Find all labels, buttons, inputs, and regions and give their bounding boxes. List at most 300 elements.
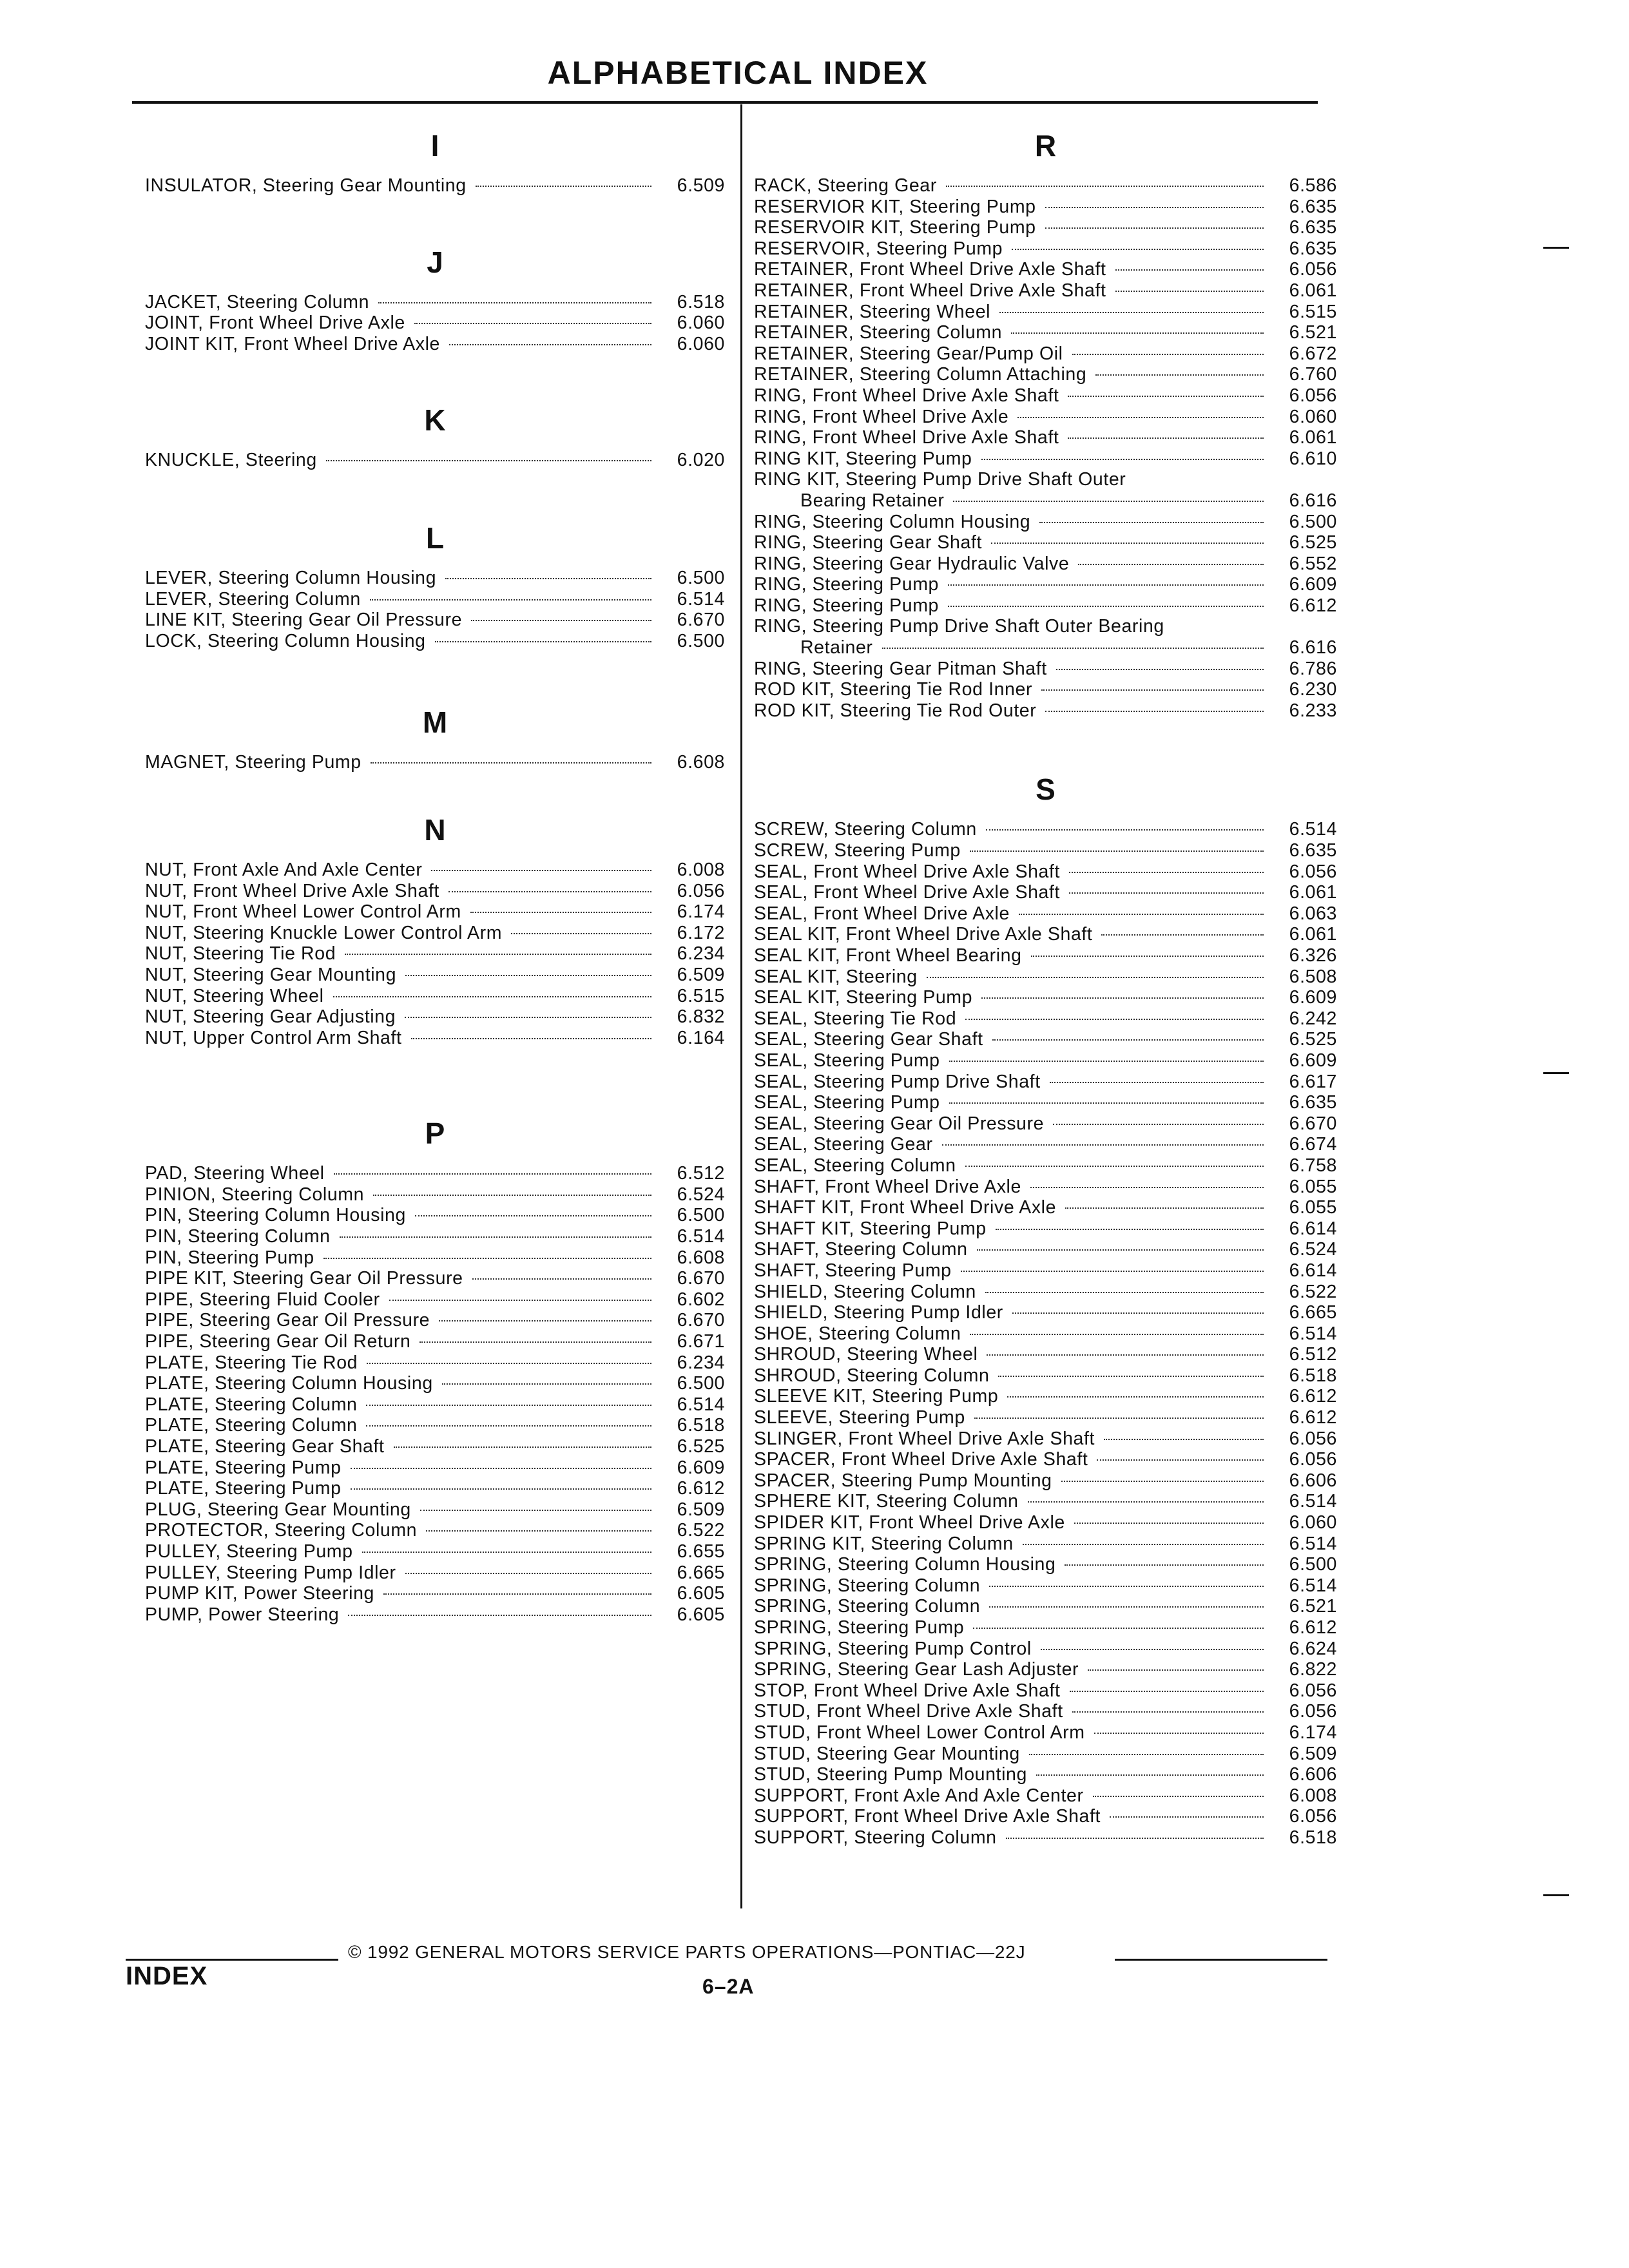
index-entry	[754, 1639, 1337, 1660]
dot-leader	[1070, 1691, 1264, 1692]
entry-label: SPIDER KIT, Front Wheel Drive Axle	[754, 1512, 1065, 1533]
dot-leader	[970, 850, 1264, 852]
dot-leader	[378, 302, 651, 303]
index-entry	[145, 986, 725, 1007]
dot-leader	[999, 312, 1264, 313]
entry-label: SEAL, Front Wheel Drive Axle Shaft	[754, 882, 1061, 903]
entry-page-ref: 6.609	[1289, 987, 1337, 1008]
entry-label: SLINGER, Front Wheel Drive Axle Shaft	[754, 1428, 1095, 1449]
index-entry	[145, 334, 725, 355]
dot-leader	[419, 1341, 651, 1343]
index-entry	[754, 966, 1337, 988]
dot-leader	[1028, 1501, 1264, 1503]
entry-page-ref: 6.602	[677, 1289, 725, 1310]
entry-page-ref: 6.606	[1289, 1764, 1337, 1785]
entry-page-ref: 6.525	[677, 1436, 725, 1457]
entry-label: SLEEVE, Steering Pump	[754, 1407, 965, 1428]
entry-label: RING, Steering Gear Shaft	[754, 532, 982, 553]
entry-label: PIPE, Steering Gear Oil Pressure	[145, 1310, 430, 1331]
entry-page-ref: 6.509	[1289, 1743, 1337, 1764]
entry-page-ref: 6.670	[677, 1268, 725, 1289]
dot-leader	[351, 1468, 651, 1469]
entry-page-ref: 6.056	[1289, 1680, 1337, 1701]
index-entry	[754, 175, 1337, 197]
entry-label: NUT, Steering Knuckle Lower Control Arm	[145, 922, 503, 943]
entry-page-ref: 6.518	[677, 1415, 725, 1436]
index-entry	[145, 1541, 725, 1562]
entry-page-ref: 6.612	[1289, 1386, 1337, 1407]
index-entry	[145, 175, 725, 197]
entry-label: SPRING, Steering Column	[754, 1596, 981, 1617]
index-entry	[754, 1428, 1337, 1450]
index-entry	[145, 568, 725, 589]
index-entry	[754, 1177, 1337, 1198]
entry-label: RACK, Steering Gear	[754, 175, 937, 196]
page-title: ALPHABETICAL INDEX	[547, 55, 929, 91]
entry-label: SEAL, Steering Gear	[754, 1134, 933, 1155]
entry-label: PLATE, Steering Gear Shaft	[145, 1436, 385, 1457]
index-entry	[754, 1722, 1337, 1744]
index-entry	[145, 923, 725, 944]
entry-page-ref: 6.515	[677, 985, 725, 1006]
index-entry	[754, 1113, 1337, 1135]
entry-label: SLEEVE KIT, Steering Pump	[754, 1386, 999, 1407]
index-entry	[754, 1134, 1337, 1155]
dot-leader	[366, 1405, 651, 1406]
entry-label: PAD, Steering Wheel	[145, 1163, 325, 1184]
entry-page-ref: 6.508	[1289, 966, 1337, 987]
index-entry	[754, 616, 1337, 637]
index-entry	[754, 1470, 1337, 1492]
dot-leader	[965, 1019, 1264, 1020]
entry-label: RING KIT, Steering Pump	[754, 448, 972, 469]
entry-label: STUD, Front Wheel Drive Axle Shaft	[754, 1701, 1063, 1722]
entry-label: MAGNET, Steering Pump	[145, 752, 361, 773]
entry-page-ref: 6.056	[1289, 385, 1337, 406]
dot-leader	[981, 459, 1264, 460]
dot-leader	[1094, 1733, 1264, 1734]
index-entry	[145, 450, 725, 471]
footer-section-label: INDEX	[126, 1962, 208, 1990]
dot-leader	[394, 1446, 651, 1448]
entry-label: PULLEY, Steering Pump	[145, 1541, 353, 1562]
entry-page-ref: 6.512	[677, 1163, 725, 1184]
entry-label: STUD, Front Wheel Lower Control Arm	[754, 1722, 1085, 1743]
index-entry	[754, 1155, 1337, 1177]
entry-label: SEAL KIT, Steering	[754, 966, 918, 987]
dot-leader	[445, 578, 651, 579]
entry-label: SEAL, Steering Pump	[754, 1050, 940, 1071]
dot-leader	[405, 1573, 651, 1574]
dot-leader	[435, 641, 651, 642]
index-entry	[754, 1197, 1337, 1218]
index-entry	[754, 1092, 1337, 1113]
footer-rule-right	[1115, 1959, 1327, 1961]
entry-page-ref: 6.635	[1289, 1092, 1337, 1113]
dot-leader	[333, 996, 651, 997]
entry-label: SHAFT, Front Wheel Drive Axle	[754, 1176, 1021, 1197]
dot-leader	[1050, 1082, 1264, 1083]
entry-page-ref: 6.518	[1289, 1827, 1337, 1848]
index-entry	[145, 292, 725, 313]
entry-page-ref: 6.522	[1289, 1281, 1337, 1302]
index-entry	[145, 631, 725, 652]
entry-label: SEAL, Steering Pump Drive Shaft	[754, 1071, 1041, 1092]
section-letter: S	[1036, 773, 1055, 807]
index-entry	[754, 217, 1337, 238]
entry-page-ref: 6.230	[1289, 679, 1337, 700]
index-entry	[754, 1680, 1337, 1702]
index-entry	[754, 861, 1337, 883]
entry-page-ref: 6.061	[1289, 924, 1337, 945]
entry-page-ref: 6.514	[1289, 1533, 1337, 1554]
index-section	[145, 800, 725, 1048]
entry-label: PIN, Steering Pump	[145, 1247, 314, 1268]
entry-page-ref: 6.500	[1289, 1554, 1337, 1575]
entry-label: RETAINER, Steering Column	[754, 322, 1003, 343]
entry-page-ref: 6.614	[1289, 1218, 1337, 1239]
dot-leader	[1093, 1796, 1264, 1797]
dot-leader	[1065, 1207, 1264, 1209]
entry-page-ref: 6.514	[1289, 1323, 1337, 1344]
entry-label: SPRING, Steering Gear Lash Adjuster	[754, 1659, 1079, 1680]
dot-leader	[1053, 1124, 1264, 1125]
entry-page-ref: 6.665	[677, 1562, 725, 1583]
entry-label: SPHERE KIT, Steering Column	[754, 1491, 1019, 1512]
entry-label: SPRING, Steering Pump	[754, 1617, 965, 1638]
entry-label: SHROUD, Steering Column	[754, 1365, 990, 1386]
index-section	[145, 116, 725, 197]
entry-page-ref: 6.055	[1289, 1176, 1337, 1197]
entry-label: SPRING, Steering Column Housing	[754, 1554, 1056, 1575]
entry-label: NUT, Steering Gear Adjusting	[145, 1006, 396, 1028]
dot-leader	[366, 1425, 651, 1427]
dot-leader	[362, 1552, 651, 1553]
entry-label: PINION, Steering Column	[145, 1184, 365, 1205]
dot-leader	[882, 648, 1264, 649]
entry-label: SCREW, Steering Pump	[754, 840, 961, 861]
index-entry	[754, 1701, 1337, 1722]
entry-page-ref: 6.060	[677, 333, 725, 354]
entry-label: PLATE, Steering Column	[145, 1415, 358, 1436]
dot-leader	[414, 323, 651, 324]
entry-label: RETAINER, Steering Wheel	[754, 301, 991, 322]
index-entry	[754, 1239, 1337, 1260]
entry-page-ref: 6.056	[1289, 259, 1337, 280]
dot-leader	[470, 912, 651, 913]
entry-label: SHAFT KIT, Steering Pump	[754, 1218, 987, 1239]
entry-label: SUPPORT, Front Wheel Drive Axle Shaft	[754, 1806, 1101, 1827]
index-entry	[754, 302, 1337, 323]
index-entry	[754, 1386, 1337, 1407]
entry-page-ref: 6.552	[1289, 553, 1337, 574]
dot-leader	[1017, 417, 1264, 418]
entry-label: RING, Steering Pump	[754, 595, 940, 616]
entry-page-ref: 6.524	[677, 1184, 725, 1205]
entry-label: RING KIT, Steering Pump Drive Shaft Outer	[754, 469, 1126, 490]
entry-label: JOINT KIT, Front Wheel Drive Axle	[145, 333, 440, 354]
entry-page-ref: 6.056	[1289, 861, 1337, 882]
index-entry	[754, 553, 1337, 575]
entry-label: RING, Steering Column Housing	[754, 511, 1031, 532]
entry-label: SPRING, Steering Pump Control	[754, 1638, 1032, 1659]
index-entry	[754, 1008, 1337, 1030]
entry-page-ref: 6.020	[677, 450, 725, 471]
entry-page-ref: 6.060	[677, 312, 725, 334]
entry-label: SEAL, Steering Column	[754, 1155, 956, 1176]
entry-label: NUT, Steering Tie Rod	[145, 943, 336, 965]
entry-page-ref: 6.512	[1289, 1344, 1337, 1365]
dot-leader	[927, 977, 1264, 978]
entry-page-ref: 6.758	[1289, 1155, 1337, 1176]
index-section	[145, 693, 725, 773]
index-section	[145, 508, 725, 651]
entry-label: LINE KIT, Steering Gear Oil Pressure	[145, 610, 463, 631]
entry-page-ref: 6.061	[1289, 882, 1337, 903]
index-entry	[754, 259, 1337, 280]
dot-leader	[1045, 711, 1264, 712]
dot-leader	[1078, 564, 1264, 565]
index-entry	[754, 1260, 1337, 1282]
dot-leader	[1011, 332, 1264, 334]
entry-label: NUT, Steering Gear Mounting	[145, 964, 397, 985]
entry-label: JACKET, Steering Column	[145, 291, 370, 312]
entry-label: PIN, Steering Column Housing	[145, 1205, 406, 1226]
entry-page-ref: 6.614	[1289, 1260, 1337, 1281]
entry-page-ref: 6.832	[677, 1006, 725, 1028]
index-entry	[145, 943, 725, 965]
index-entry	[754, 1491, 1337, 1512]
entry-label: SHOE, Steering Column	[754, 1323, 961, 1344]
entry-label: SEAL KIT, Front Wheel Drive Axle Shaft	[754, 924, 1093, 945]
dot-leader	[472, 1278, 651, 1280]
index-entry	[145, 312, 725, 334]
section-letter: K	[424, 403, 446, 437]
entry-page-ref: 6.665	[1289, 1302, 1337, 1323]
dot-leader	[340, 1236, 651, 1238]
index-entry	[754, 1302, 1337, 1323]
index-entry	[754, 238, 1337, 260]
entry-page-ref: 6.008	[677, 859, 725, 880]
index-entry	[754, 448, 1337, 470]
entry-label: LEVER, Steering Column	[145, 588, 361, 610]
dot-leader	[448, 891, 651, 892]
dot-leader	[946, 186, 1264, 187]
entry-label: RESERVIOR KIT, Steering Pump	[754, 196, 1036, 217]
index-section	[145, 233, 725, 355]
index-entry	[145, 1436, 725, 1457]
entry-label: RETAINER, Front Wheel Drive Axle Shaft	[754, 259, 1106, 280]
entry-page-ref: 6.674	[1289, 1134, 1337, 1155]
entry-page-ref: 6.670	[677, 1310, 725, 1331]
index-entry	[754, 1596, 1337, 1617]
dot-leader	[949, 1102, 1264, 1104]
entry-page-ref: 6.234	[677, 943, 725, 965]
entry-page-ref: 6.061	[1289, 280, 1337, 301]
entry-page-ref: 6.242	[1289, 1008, 1337, 1029]
entry-page-ref: 6.514	[1289, 819, 1337, 840]
dot-leader	[1065, 1564, 1264, 1566]
entry-page-ref: 6.500	[677, 630, 725, 651]
dot-leader	[415, 1215, 651, 1216]
dot-leader	[1036, 1774, 1264, 1776]
index-entry	[145, 1205, 725, 1226]
entry-label: PLATE, Steering Pump	[145, 1457, 342, 1478]
dot-leader	[370, 599, 651, 601]
entry-label: SEAL, Steering Pump	[754, 1092, 940, 1113]
entry-page-ref: 6.586	[1289, 175, 1337, 196]
entry-label: NUT, Upper Control Arm Shaft	[145, 1027, 402, 1048]
entry-page-ref: 6.509	[677, 964, 725, 985]
entry-page-ref: 6.612	[1289, 1617, 1337, 1638]
entry-label: PUMP, Power Steering	[145, 1604, 340, 1625]
entry-page-ref: 6.672	[1289, 343, 1337, 364]
entry-page-ref: 6.509	[677, 1499, 725, 1520]
dot-leader	[405, 975, 651, 976]
index-entry	[754, 1533, 1337, 1555]
dot-leader	[383, 1593, 651, 1595]
entry-label: SEAL, Steering Gear Shaft	[754, 1029, 983, 1050]
entry-page-ref: 6.786	[1289, 658, 1337, 679]
entry-page-ref: 6.518	[677, 291, 725, 312]
index-entry	[754, 1785, 1337, 1807]
entry-page-ref: 6.008	[1289, 1785, 1337, 1806]
margin-mark	[1543, 1894, 1569, 1896]
dot-leader	[420, 1510, 651, 1511]
dot-leader	[948, 584, 1264, 586]
dot-leader	[1056, 669, 1264, 670]
index-entry	[754, 903, 1337, 925]
entry-label: SHAFT, Steering Pump	[754, 1260, 952, 1281]
entry-label: LEVER, Steering Column Housing	[145, 567, 437, 588]
entry-label: JOINT, Front Wheel Drive Axle	[145, 312, 405, 334]
dot-leader	[1029, 1754, 1264, 1755]
index-section	[145, 390, 725, 471]
index-entry	[754, 343, 1337, 365]
entry-label: PLATE, Steering Pump	[145, 1478, 342, 1499]
entry-label: STUD, Steering Gear Mounting	[754, 1743, 1020, 1764]
dot-leader	[998, 1376, 1264, 1377]
index-entry	[754, 700, 1337, 722]
index-entry	[754, 1449, 1337, 1470]
entry-page-ref: 6.616	[1289, 637, 1337, 658]
dot-leader	[1069, 872, 1264, 873]
index-entry	[145, 610, 725, 631]
title-rule	[132, 101, 1318, 104]
entry-page-ref: 6.609	[1289, 574, 1337, 595]
dot-leader	[989, 1606, 1264, 1608]
dot-leader	[1030, 1187, 1264, 1188]
index-entry	[754, 1072, 1337, 1093]
entry-page-ref: 6.518	[1289, 1365, 1337, 1386]
entry-label: RETAINER, Front Wheel Drive Axle Shaft	[754, 280, 1106, 301]
dot-leader	[439, 1320, 651, 1321]
entry-label: RING, Steering Pump	[754, 574, 940, 595]
index-entry	[754, 532, 1337, 553]
entry-page-ref: 6.060	[1289, 1512, 1337, 1533]
index-entry	[754, 987, 1337, 1008]
entry-page-ref: 6.624	[1289, 1638, 1337, 1659]
index-entry	[145, 1184, 725, 1206]
entry-label: SEAL, Front Wheel Drive Axle Shaft	[754, 861, 1061, 882]
entry-label: SEAL KIT, Steering Pump	[754, 987, 973, 1008]
entry-page-ref: 6.670	[1289, 1113, 1337, 1134]
dot-leader	[1041, 689, 1264, 691]
index-entry	[754, 945, 1337, 966]
entry-page-ref: 6.617	[1289, 1071, 1337, 1092]
entry-page-ref: 6.515	[1289, 301, 1337, 322]
entry-page-ref: 6.609	[677, 1457, 725, 1478]
index-entry	[754, 197, 1337, 218]
entry-page-ref: 6.056	[677, 880, 725, 901]
index-entry	[754, 364, 1337, 385]
entry-page-ref: 6.514	[677, 1226, 725, 1247]
entry-label: RESERVOIR KIT, Steering Pump	[754, 217, 1036, 238]
index-entry	[754, 1218, 1337, 1240]
entry-page-ref: 6.605	[677, 1604, 725, 1625]
dot-leader	[953, 501, 1264, 502]
entry-page-ref: 6.164	[677, 1027, 725, 1048]
footer-rule-left	[126, 1959, 338, 1961]
dot-leader	[961, 1271, 1264, 1272]
entry-label: Bearing Retainer	[800, 490, 945, 511]
index-entry	[145, 1006, 725, 1028]
index-entry	[754, 679, 1337, 700]
entry-label: RING, Steering Pump Drive Shaft Outer Bearing	[754, 616, 1164, 637]
entry-label: SPRING, Steering Column	[754, 1575, 981, 1596]
entry-page-ref: 6.522	[677, 1520, 725, 1541]
dot-leader	[1115, 291, 1264, 292]
entry-page-ref: 6.055	[1289, 1197, 1337, 1218]
index-entry	[754, 280, 1337, 302]
index-entry	[145, 1373, 725, 1394]
entry-page-ref: 6.234	[677, 1352, 725, 1373]
index-entry	[145, 901, 725, 923]
entry-page-ref: 6.608	[677, 752, 725, 773]
entry-page-ref: 6.525	[1289, 532, 1337, 553]
index-entry	[145, 1226, 725, 1247]
dot-leader	[405, 1017, 651, 1018]
entry-page-ref: 6.174	[677, 901, 725, 923]
entry-label: SHAFT KIT, Front Wheel Drive Axle	[754, 1197, 1057, 1218]
dot-leader	[948, 606, 1264, 607]
entry-page-ref: 6.521	[1289, 1596, 1337, 1617]
footer-copyright: © 1992 GENERAL MOTORS SERVICE PARTS OPERATIONS—PONTIAC—22J	[348, 1942, 1026, 1962]
index-entry	[754, 512, 1337, 533]
entry-page-ref: 6.056	[1289, 1806, 1337, 1827]
entry-page-ref: 6.635	[1289, 840, 1337, 861]
dot-leader	[431, 870, 651, 871]
index-entry	[145, 1562, 725, 1584]
entry-label: ROD KIT, Steering Tie Rod Inner	[754, 679, 1033, 700]
entry-label: SHROUD, Steering Wheel	[754, 1344, 978, 1365]
index-entry	[754, 595, 1337, 617]
index-entry	[754, 1323, 1337, 1345]
index-section	[145, 1104, 725, 1625]
entry-label: RETAINER, Steering Gear/Pump Oil	[754, 343, 1063, 364]
entry-label: KNUCKLE, Steering	[145, 450, 317, 471]
entry-label: SHIELD, Steering Column	[754, 1281, 976, 1302]
index-entry	[754, 1744, 1337, 1765]
entry-label: PLUG, Steering Gear Mounting	[145, 1499, 411, 1520]
entry-page-ref: 6.760	[1289, 364, 1337, 385]
entry-page-ref: 6.056	[1289, 1701, 1337, 1722]
dot-leader	[981, 997, 1264, 999]
dot-leader	[442, 1383, 651, 1385]
index-entry	[754, 1365, 1337, 1387]
entry-page-ref: 6.616	[1289, 490, 1337, 511]
index-entry	[754, 840, 1337, 861]
